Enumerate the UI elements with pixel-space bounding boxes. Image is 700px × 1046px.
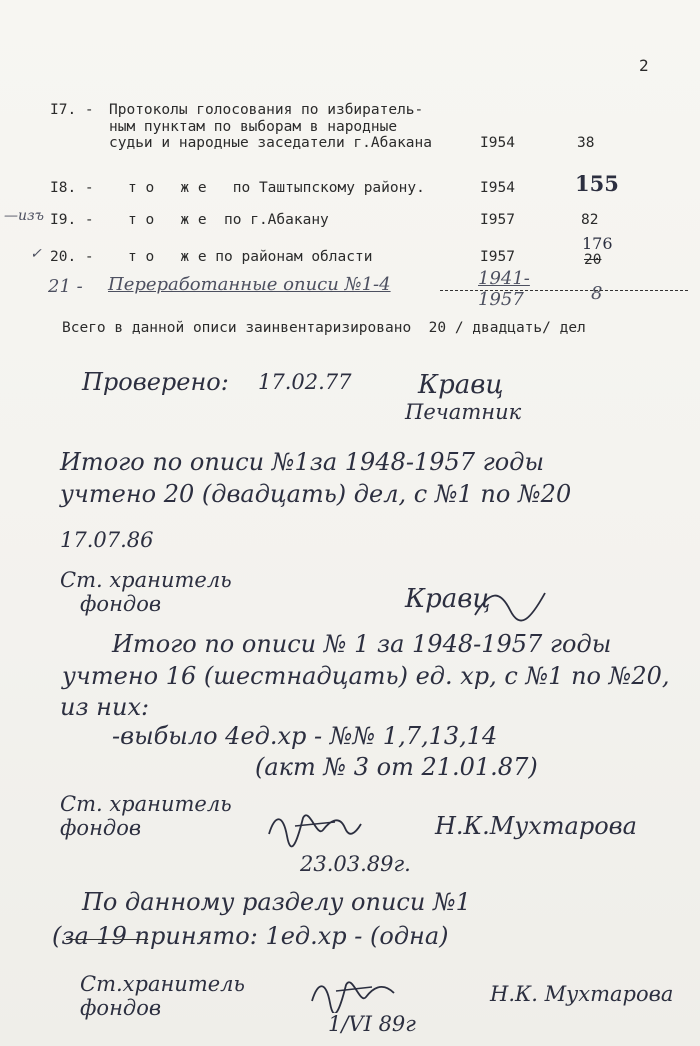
section-note-line2: (за 19 принято: 1ед.хр - (одна) [52,922,449,950]
row-17-desc-line1: Протоколы голосования по избиратель- [109,102,424,118]
keeper-1-title-line2: фондов [80,592,162,616]
row-18-count: 155 [575,171,619,196]
checked-signature-1: Кравц [418,370,504,400]
total-note-line1: Итого по описи №1за 1948-1957 годы [60,448,545,476]
row-17-count: 38 [577,135,595,151]
keeper-1-signature: Кравц [405,584,491,614]
total-note-2-line3: из них: [60,693,150,721]
date-23-03-89: 23.03.89г. [300,852,411,876]
date-17-07-86: 17.07.86 [60,528,154,552]
row-20-desc: т о ж е по районам области [128,249,373,265]
keeper-2-title-line2: фондов [60,816,142,840]
row-20-number: 20. - [50,249,94,265]
total-note-2-line1: Итого по описи № 1 за 1948-1957 годы [112,630,612,658]
row-21-count: 8 [591,283,603,304]
row-17-desc-line2: ным пунктам по выборам в народные [109,119,398,135]
row-21-divider-line [440,290,688,291]
row-21-year-to: 1957 [478,289,524,310]
row-19-year: I957 [480,212,515,228]
total-line: Всего в данной описи заинвентаризировано 20 / двадцать/ дел [62,320,586,336]
total-note-2-line2: учтено 16 (шестнадцать) ед. хр, с №1 по №20, [62,662,670,690]
row-17-desc-line3: судьи и народные заседатели г.Абакана [109,135,433,151]
row-19-margin-mark: —изъ [4,208,44,224]
row-19-count: 82 [581,212,599,228]
keeper-1-signature-flourish [470,585,550,625]
page-number: 2 [639,56,649,75]
row-18-number: I8. - [50,180,94,196]
checked-signature-2: Печатник [405,400,522,424]
row-21-number: 21 - [48,276,83,297]
row-21-desc: Переработанные описи №1-4 [108,274,391,295]
row-17-number: I7. - [50,102,94,118]
checked-date: 17.02.77 [258,370,352,394]
row-20-check-mark: ✓ [30,246,42,262]
date-1-vi-89: 1/VI 89г [328,1012,416,1036]
row-19-desc: т о ж е по г.Абакану [128,212,329,228]
keeper-2-name: Н.К.Мухтарова [435,812,637,840]
keeper-2-title-line1: Ст. хранитель [60,792,232,816]
row-19-number: I9. - [50,212,94,228]
keeper-3-signature [308,975,398,1013]
row-20-count-corrected: 176 [582,234,613,253]
keeper-2-signature [265,808,365,850]
keeper-3-title-line1: Ст.хранитель [80,972,245,996]
row-21-year-from: 1941- [478,268,530,289]
total-note-2-line5: (акт № 3 от 21.01.87) [255,753,538,781]
keeper-1-title-line1: Ст. хранитель [60,568,232,592]
row-20-count-struck: 20 [584,252,602,268]
row-18-year: I954 [480,180,515,196]
section-note-strike [66,939,148,940]
row-17-year: I954 [480,135,515,151]
row-20-year: I957 [480,249,515,265]
row-18-desc: т о ж е по Таштыпскому району. [128,180,425,196]
section-note-line1: По данному разделу описи №1 [82,888,471,916]
total-note-2-line4: -выбыло 4ед.хр - №№ 1,7,13,14 [112,722,498,750]
keeper-3-title-line2: фондов [80,996,162,1020]
checked-label: Проверено: [82,368,229,396]
keeper-3-name: Н.К. Мухтарова [490,982,674,1006]
total-note-line2: учтено 20 (двадцать) дел, с №1 по №20 [60,480,572,508]
